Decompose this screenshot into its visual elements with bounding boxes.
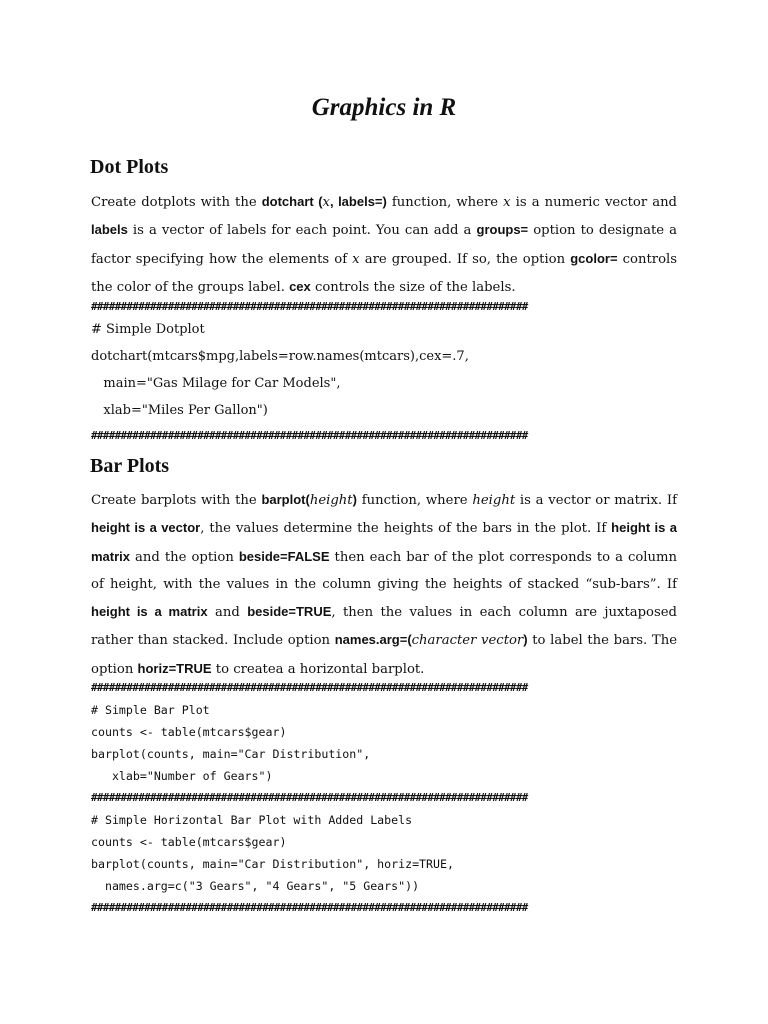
code-line: # Simple Horizontal Bar Plot with Added Labels [91, 813, 413, 827]
page-title: Graphics in R [311, 94, 457, 121]
code-line: barplot(counts, main="Car Distribution", horiz=TRUE, [91, 857, 454, 871]
hash-divider: ########################################################################## [91, 300, 528, 313]
code-line: # Simple Bar Plot [91, 703, 210, 717]
bar-plots-heading: Bar Plots [90, 455, 170, 477]
code-line: names.arg=c("3 Gears", "4 Gears", "5 Gears")) [91, 879, 420, 893]
hash-divider: ########################################################################## [91, 901, 528, 914]
code-line: counts <- table(mtcars$gear) [91, 725, 287, 739]
hash-divider: ########################################################################## [91, 681, 528, 694]
code-line: xlab="Miles Per Gallon") [91, 403, 268, 418]
code-line: barplot(counts, main="Car Distribution", [91, 747, 371, 761]
hash-divider: ########################################################################## [91, 791, 528, 804]
code-line: main="Gas Milage for Car Models", [91, 376, 341, 391]
code-line: # Simple Dotplot [91, 322, 205, 337]
code-line: counts <- table(mtcars$gear) [91, 835, 287, 849]
dot-plots-description: Create dotplots with the dotchart (x, labels=) function, where x is a numeric vector and labels is a vector of labels for each point. You can add a groups= option to designate a factor specifying how the elements of x are grouped. If so, the option gcolor= controls the color of the groups label. cex controls the size of the labels. [91, 194, 677, 295]
bar-plots-description: Create barplots with the barplot(height) function, where height is a vector or matrix. If height is a vector, the values determine the heights of the bars in the plot. If height is a matrix and the option beside=FALSE then each bar of the plot corresponds to a column of height, with the values in the column giving the heights of stacked “sub-bars”. If height is a matrix and beside=TRUE, then the values in each column are juxtaposed rather than stacked. Include option names.arg=(character vector) to label the bars. The option horiz=TRUE to createa a horizontal barplot. [91, 492, 677, 677]
hash-divider: ########################################################################## [91, 429, 528, 442]
code-line: dotchart(mtcars$mpg,labels=row.names(mtcars),cex=.7, [91, 349, 469, 364]
code-line: xlab="Number of Gears") [91, 769, 273, 783]
dot-plots-heading: Dot Plots [90, 156, 169, 178]
